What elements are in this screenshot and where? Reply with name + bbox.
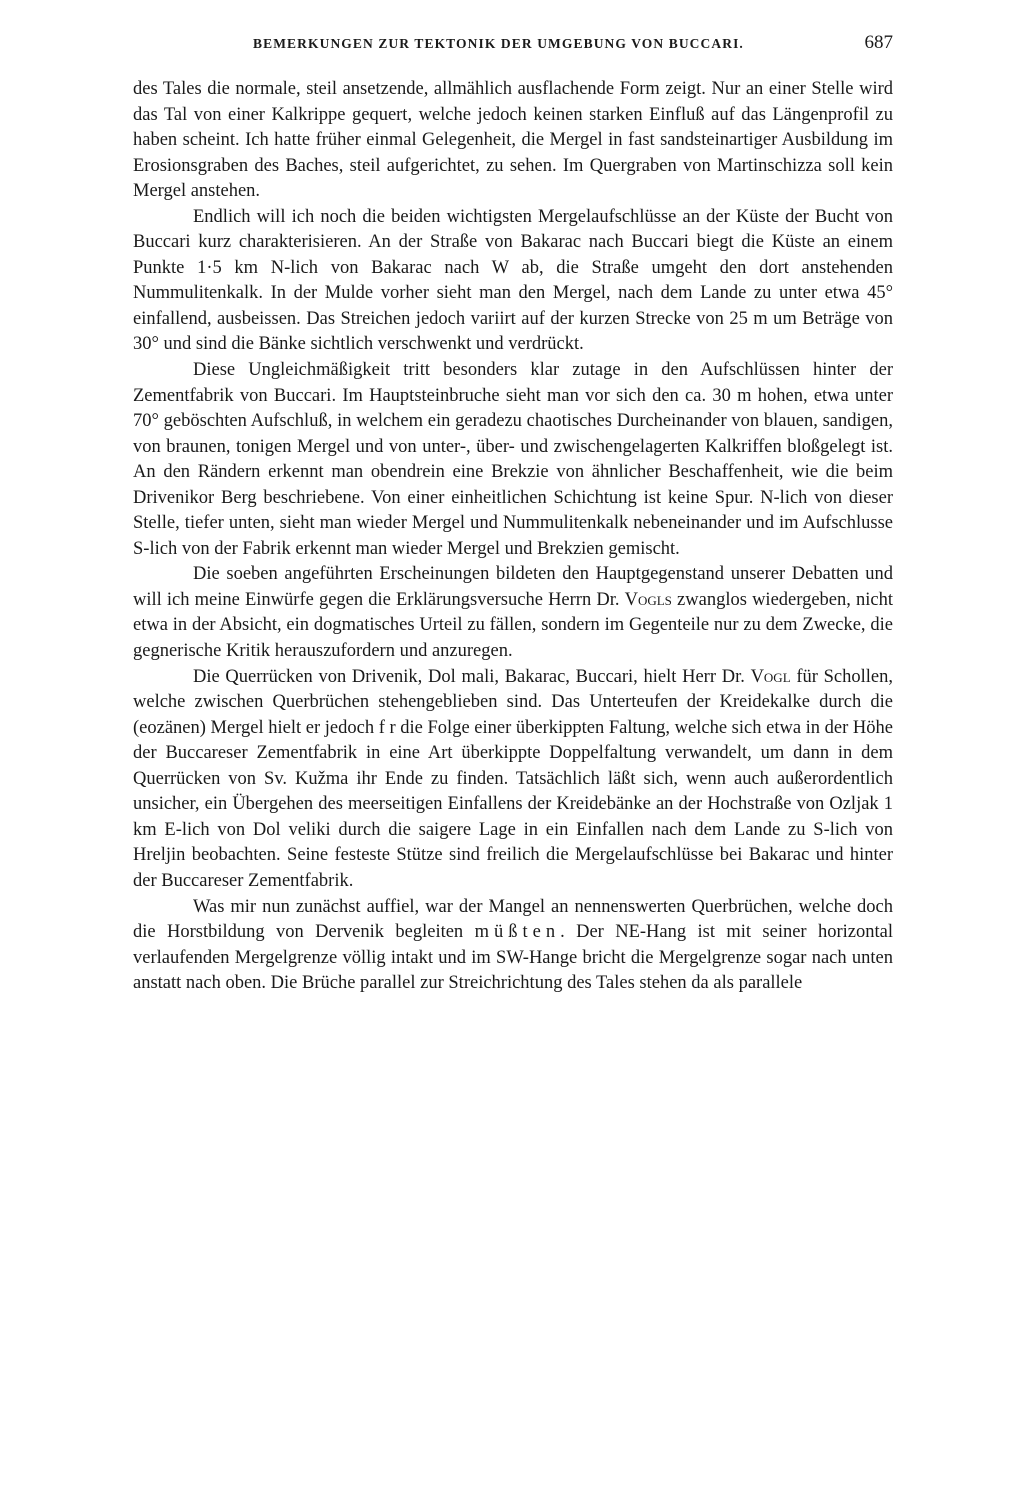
paragraph-3: Diese Ungleichmäßigkeit tritt besonders klar zutage in den Aufschlüssen hinter der Zementfabrik von Buccari. Im Hauptsteinbruche sieht man vor sich den ca. 30 m hohen, etwa unter 70° geböschten Aufschluß, in welchem ein geradezu chaotisches Durcheinander von blauen, sandigen, von braunen, tonigen Mergel und von unter-, über- und zwischengelagerten Kalkriffen bloßgelegt ist. An den Rändern erkennt man obendrein eine Brekzie von ähnlicher Beschaffenheit, wie die beim Drivenikor Berg beschriebene. Von einer einheitlichen Schichtung ist keine Spur. N-lich von dieser Stelle, tiefer unten, sieht man wieder Mergel und Nummulitenkalk nebeneinander und im Aufschlusse S-lich von der Fabrik erkennt man wieder Mergel und Brekzien gemischt. <box>133 360 893 559</box>
paragraph-4-text-before: Die soeben angeführten Erscheinungen bildeten den Hauptgegenstand unserer Debatten und will ich meine Einwürfe gegen die Erklärungsversuche Herrn Dr. <box>133 564 893 610</box>
paragraph-6 <box>133 895 893 997</box>
body-text <box>133 77 893 997</box>
author-name-vogls: Vogls <box>624 589 672 610</box>
paragraph-5-text-before: Die Querrücken von Drivenik, Dol mali, Bakarac, Buccari, hielt Herr Dr. <box>193 666 751 687</box>
paragraph-4-text-after: zwanglos wiedergeben, nicht etwa in der Absicht, ein dogmatisches Urteil zu fällen, sondern im Gegenteile nur zu dem Zwecke, die gegnerische Kritik herauszufordern und anzuregen. <box>133 589 893 662</box>
page-number: 687 <box>864 32 893 53</box>
paragraph-4 <box>133 562 893 664</box>
paragraph-2: Endlich will ich noch die beiden wichtigsten Mergelaufschlüsse an der Küste der Bucht von Buccari kurz charakterisieren. An der Straße von Bakarac nach Buccari biegt die Küste an einem Punkte 1·5 km N-lich von Bakarac nach W ab, die Straße umgeht den dort anstehenden Nummulitenkalk. In der Mulde vorher sieht man den Mergel, nach dem Lande zu unter etwa 45° einfallend, ausbeissen. Das Streichen jedoch variirt auf der kurzen Strecke von 25 m um Beträge von 30° und sind die Bänke sichtlich verschwenkt und verdrückt. <box>133 206 893 355</box>
paragraph-5-text-after: für Schollen, welche zwischen Querbrüchen stehengeblieben sind. Das Unterteufen der Kreidekalke durch die (eozänen) Mergel hielt er jedoch f r die Folge einer überkippten Faltung, welche sich etwa in der Höhe der Buccareser Zementfabrik in eine Art überkippte Doppelfaltung verwandelt, um dann in dem Querrücken von Sv. Kužma ihr Ende zu finden. Tatsächlich läßt sich, wenn auch außerordentlich unsicher, ein Übergehen des meerseitigen Einfallens der Kreidebänke an der Hochstraße von Ozljak 1 km E-lich von Dol veliki durch die saigere Lage in ein Einfallen nach dem Lande zu S-lich von Hreljin beobachten. Seine festeste Stütze sind freilich die Mergelaufschlüsse bei Bakarac und hinter der Buccareser Zementfabrik. <box>133 666 894 891</box>
page-header <box>133 32 893 58</box>
paragraph-1: des Tales die normale, steil ansetzende, allmählich ausflachende Form zeigt. Nur an einer Stelle wird das Tal von einer Kalkrippe gequert, welche jedoch keinen starken Einfluß auf das Längenprofil zu haben scheint. Ich hatte früher einmal Gelegenheit, die Mergel in fast sandsteinartiger Ausbildung im Erosionsgraben des Baches, steil aufgerichtet, zu sehen. Im Quergraben von Martinschizza soll kein Mergel anstehen. <box>133 79 893 202</box>
emphasized-word: müßten <box>474 922 561 943</box>
paragraph-5 <box>133 665 893 895</box>
author-name-vogl: Vogl <box>750 666 791 687</box>
running-title: BEMERKUNGEN ZUR TEKTONIK DER UMGEBUNG VON BUCCARI. <box>253 36 744 51</box>
paragraph-6-text-after: . Der NE-Hang ist mit seiner horizontal verlaufenden Mergelgrenze völlig intakt und im SW-Hange bricht die Mergelgrenze sogar nach unten anstatt nach oben. Die Brüche parallel zur Streichrichtung des Tales stehen da als parallele <box>133 922 893 994</box>
paragraph-6-text-before: Was mir nun zunächst auffiel, war der Mangel an nennenswerten Querbrüchen, welche doch die Horstbildung von Dervenik begleiten <box>133 896 893 943</box>
